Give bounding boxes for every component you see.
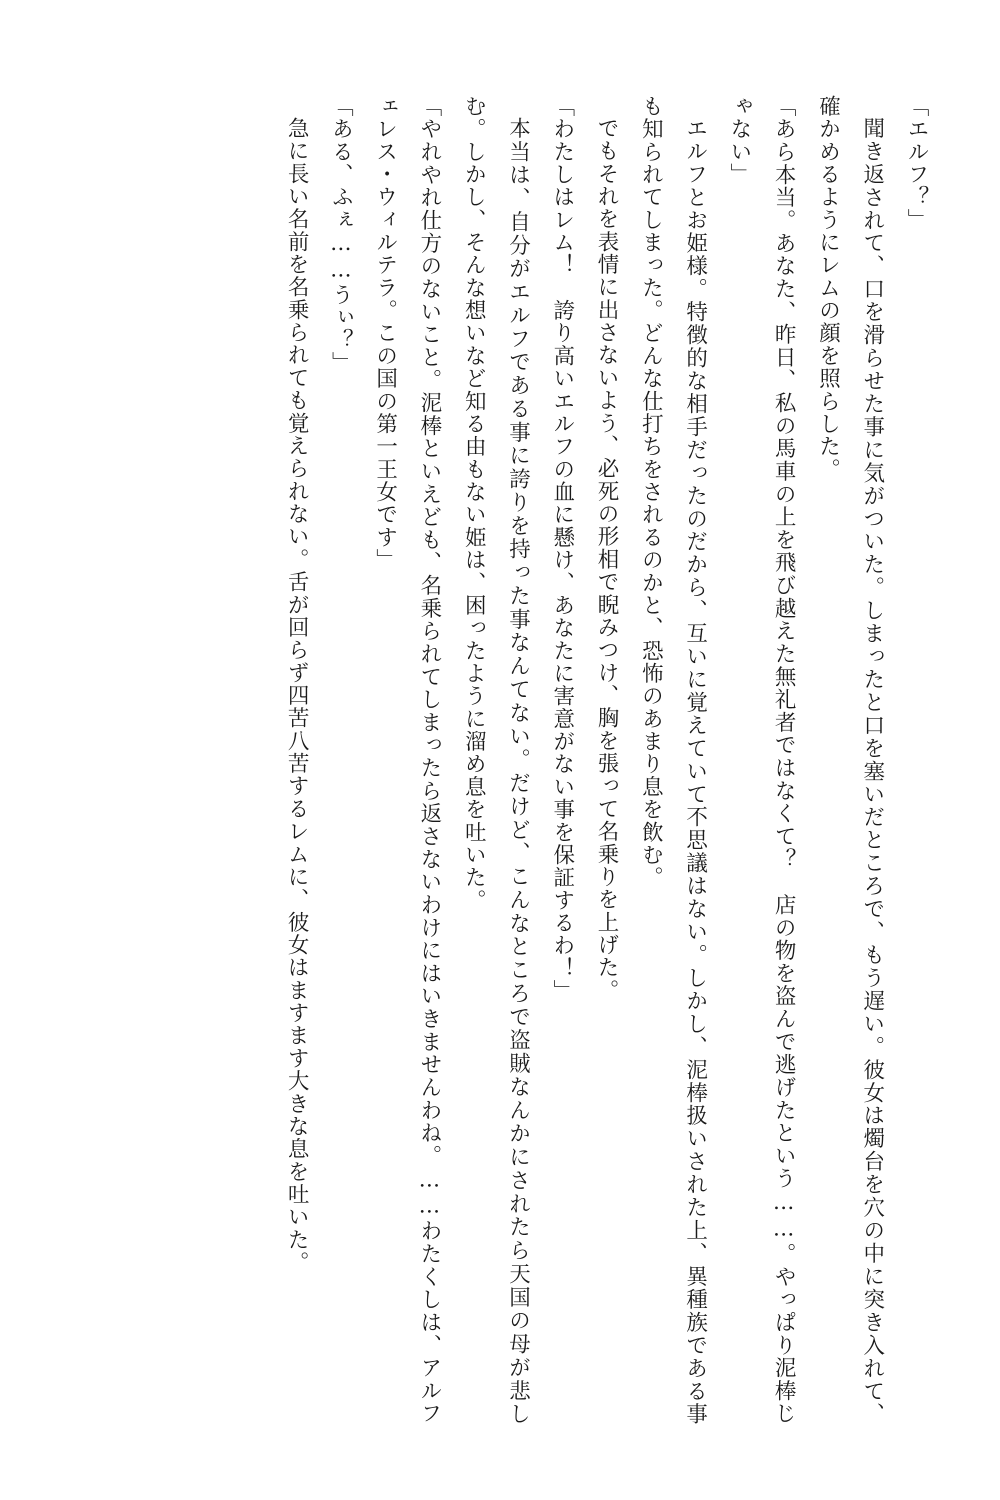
paragraph: 「やれやれ仕方のないこと。泥棒といえども、名乗られてしまったら返さないわけにはいきませんわね。……わたくしは、アルフェレス・ウィルテラ。この国の第一王女です」 [372,95,442,1425]
paragraph: 急に長い名前を名乗られても覚えられない。舌が回らず四苦八苦するレムに、彼女はますます大きな息を吐いた。 [284,116,310,1274]
paragraph: 「わたしはレム！ 誇り高いエルフの血に懸け、あなたに害意がない事を保証するわ！」 [549,95,575,1003]
paragraph: エルフとお姫様。特徴的な相手だったのだから、互いに覚えていて不思議はない。しかし、泥棒扱いされた上、異種族である事も知られてしまった。どんな仕打ちをされるのかと、恐怖のあまり息を飲む。 [638,95,708,1425]
paragraph: 「エルフ？」 [904,95,929,232]
paragraph: 聞き返されて、口を滑らせた事に気がついた。しまったと口を塞いだところで、もう遅い。彼女は燭台を穴の中に突き入れて、確かめるようにレムの顔を照らした。 [815,95,885,1425]
paragraph: 「あら本当。あなた、昨日、私の馬車の上を飛び越えた無礼者ではなくて？ 店の物を盗んで逃げたという……。やっぱり泥棒じゃない」 [726,95,797,1425]
paragraph: でもそれを表情に出さないよう、必死の形相で睨みつけ、胸を張って名乗りを上げた。 [594,116,620,1002]
vertical-text-body [58,95,938,1425]
paragraph: 「ある、ふぇ……うぃ？」 [328,95,354,375]
paragraph: 本当は、自分がエルフである事に誇りを持った事なんてない。だけど、こんなところで盗賊なんかにされたら天国の母が悲しむ。しかし、そんな想いなど知る由もない姫は、困ったように溜め息を吐いた。 [461,95,531,1425]
